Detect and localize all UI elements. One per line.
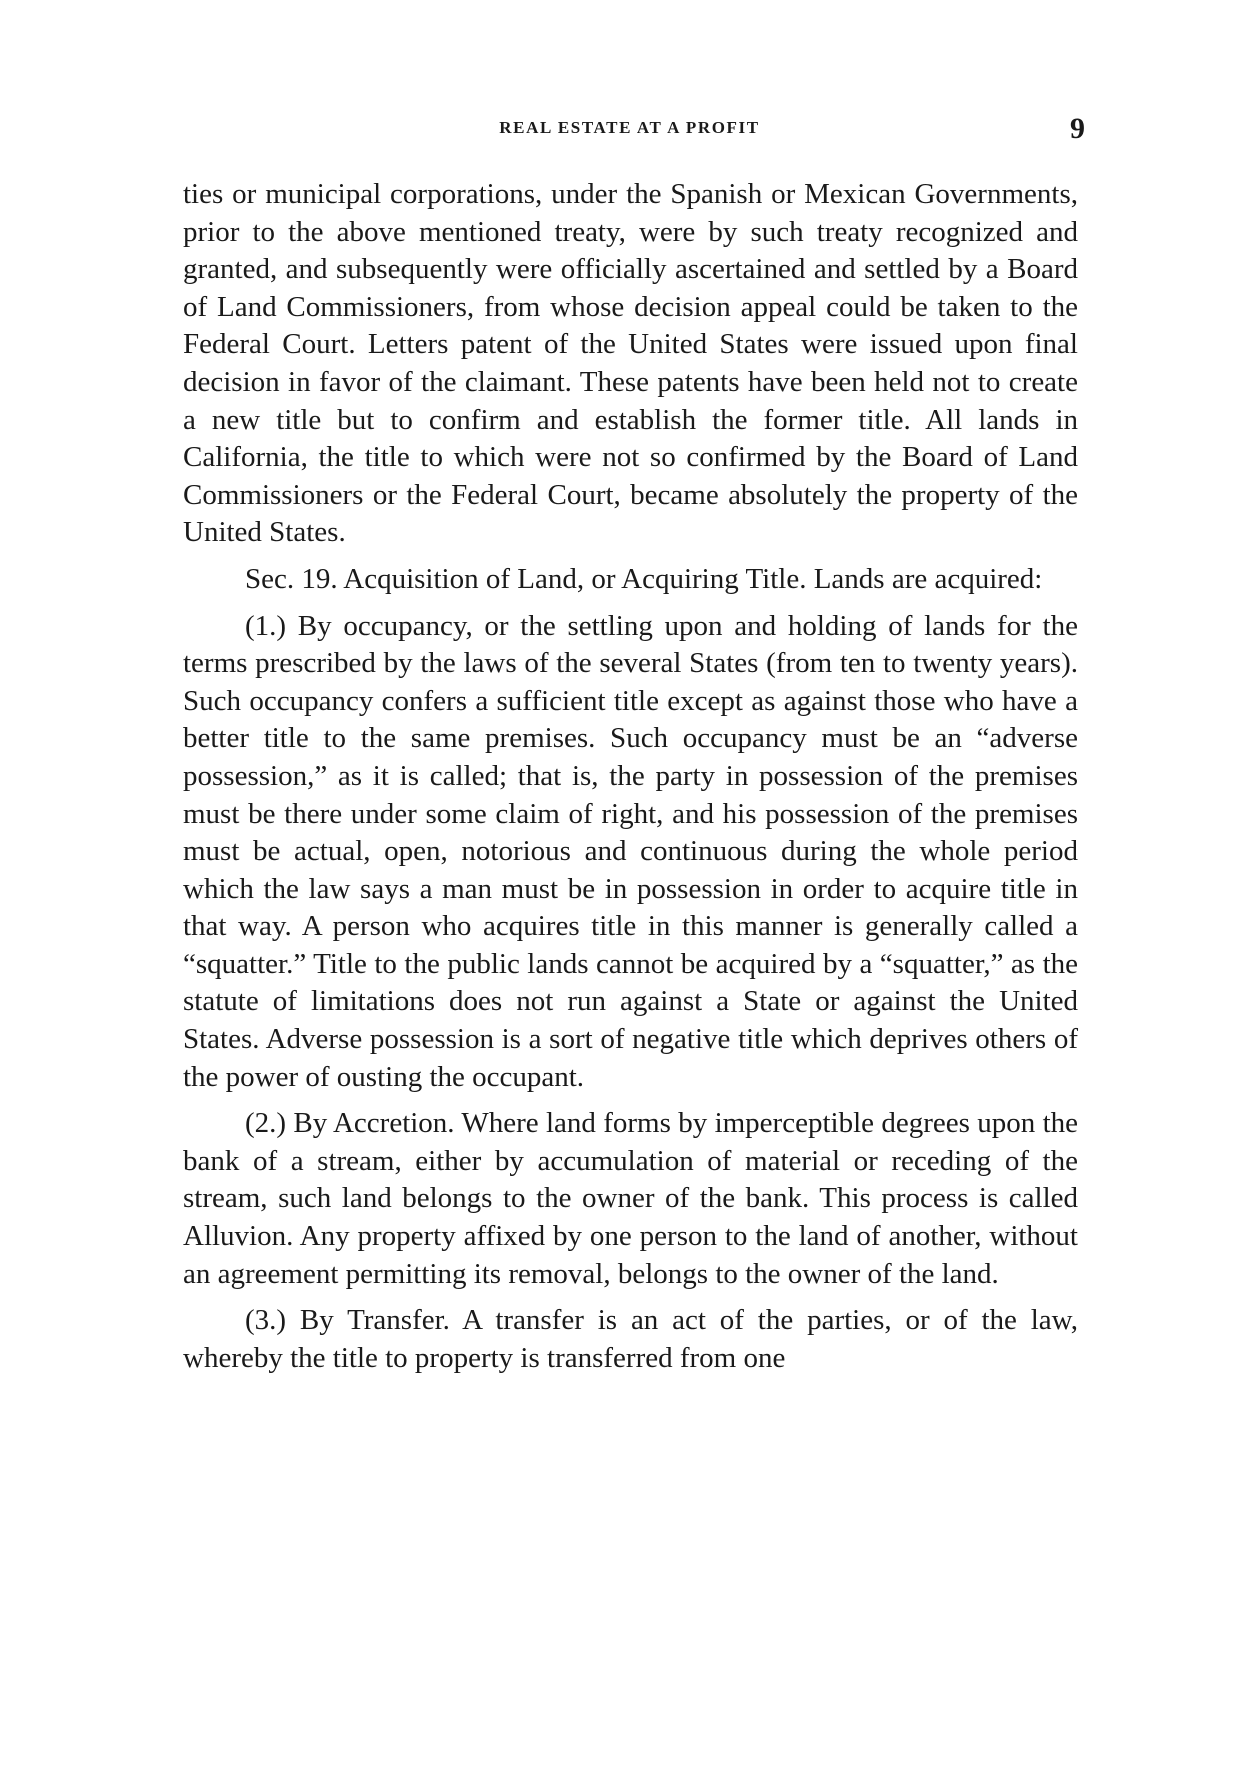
paragraph-occupancy: (1.) By occupancy, or the settling upon and holding of lands for the terms prescribed by the laws of the several States (from ten to twenty years). Such occupancy confers a sufficient title except as against those who have a better title to the same premises. Such occupancy must be an “adverse possession,” as it is called; that is, the party in possession of the premises must be there under some claim of right, and his possession of the premises must be actual, open, notorious and continuous during the whole period which the law says a man must be in possession in order to acquire title in that way. A person who acquires title in this manner is generally called a “squatter.” Title to the public lands cannot be acquired by a “squatter,” as the statute of limitations does not run against a State or against the United States. Adverse possession is a sort of negative title which deprives others of the power of ousting the occupant. — [183, 609, 1078, 1093]
body-text — [183, 176, 1078, 1386]
running-title: REAL ESTATE AT A PROFIT — [499, 118, 760, 137]
paragraph-accretion: (2.) By Accretion. Where land forms by imperceptible degrees upon the bank of a stream, either by accumulation of material or receding of the stream, such land belongs to the owner of the bank. This process is called Alluvion. Any property affixed by one person to the land of another, without an agreement permitting its removal, belongs to the owner of the land. — [183, 1107, 1078, 1290]
running-head — [0, 112, 1259, 152]
paragraph-transfer: (3.) By Transfer. A transfer is an act of the parties, or of the law, whereby the title to property is transferred from one — [183, 1304, 1078, 1374]
paragraph-section-19: Sec. 19. Acquisition of Land, or Acquiring Title. Lands are acquired: — [245, 562, 1043, 595]
paragraph-continuation: ties or municipal corporations, under the Spanish or Mexican Governments, prior to the above mentioned treaty, were by such treaty recognized and granted, and subsequently were officially ascertained and settled by a Board of Land Commissioners, from whose decision appeal could be taken to the Federal Court. Letters patent of the United States were issued upon final decision in favor of the claimant. These patents have been held not to create a new title but to confirm and establish the former title. All lands in California, the title to which were not so confirmed by the Board of Land Commissioners or the Federal Court, became absolutely the property of the United States. — [183, 178, 1078, 549]
page-number: 9 — [1070, 112, 1085, 145]
